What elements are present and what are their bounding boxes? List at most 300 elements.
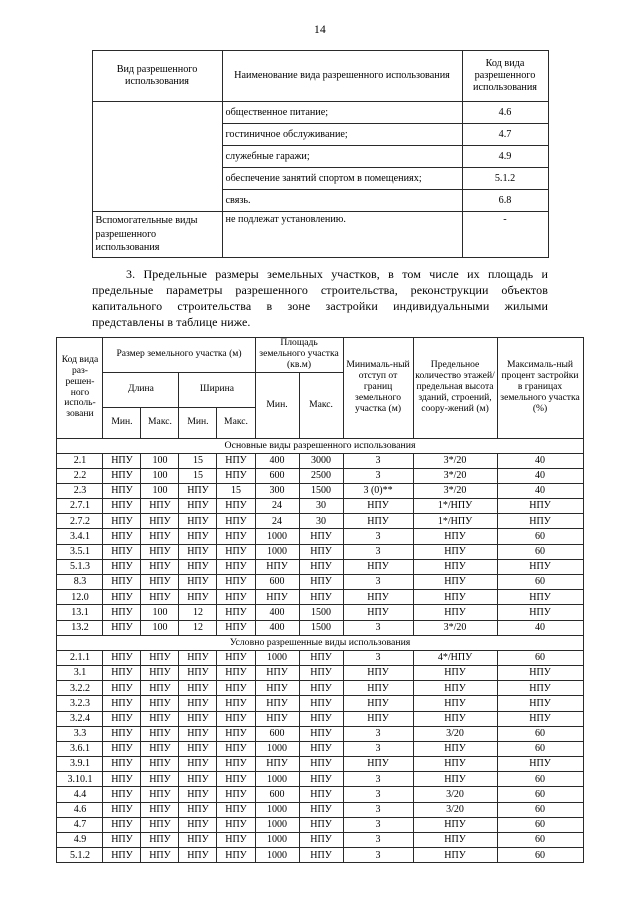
cell-area-min: 1000	[255, 848, 299, 863]
cell-setback: НПУ	[343, 514, 413, 529]
section-title: Условно разрешенные виды использования	[57, 635, 583, 650]
cell-code: 3.3	[57, 726, 103, 741]
cell-area-min: 300	[255, 483, 299, 498]
cell-area-min: 1000	[255, 772, 299, 787]
cell-coverage: НПУ	[497, 696, 583, 711]
cell-wid-max: НПУ	[217, 833, 255, 848]
cell-code: 3.9.1	[57, 757, 103, 772]
cell-wid-max: НПУ	[217, 787, 255, 802]
cell-code: 3.2.4	[57, 711, 103, 726]
cell-len-max: НПУ	[141, 726, 179, 741]
cell-area-max: НПУ	[299, 696, 343, 711]
cell-setback: 3	[343, 544, 413, 559]
cell-coverage: 60	[497, 802, 583, 817]
cell-wid-min: НПУ	[179, 681, 217, 696]
cell-setback: 3	[343, 741, 413, 756]
cell-floors: НПУ	[413, 741, 497, 756]
cell-wid-min: НПУ	[179, 817, 217, 832]
cell-len-min: НПУ	[103, 817, 141, 832]
cell-len-max: НПУ	[141, 575, 179, 590]
table-row	[57, 757, 583, 772]
permitted-uses-table	[92, 50, 549, 258]
cell-floors: 3/20	[413, 726, 497, 741]
table-row	[57, 514, 583, 529]
cell-setback: 3	[343, 802, 413, 817]
cell-wid-max: НПУ	[217, 848, 255, 863]
cell-code: 3.2.2	[57, 681, 103, 696]
cell-name: обеспечение занятий спортом в помещениях;	[222, 168, 462, 190]
cell-area-min: 400	[255, 620, 299, 635]
cell-coverage: НПУ	[497, 499, 583, 514]
cell-len-min: НПУ	[103, 605, 141, 620]
cell-wid-min: НПУ	[179, 802, 217, 817]
cell-wid-min: НПУ	[179, 559, 217, 574]
cell-coverage: НПУ	[497, 605, 583, 620]
table-row	[57, 848, 583, 863]
cell-wid-min: НПУ	[179, 757, 217, 772]
cell-wid-max: НПУ	[217, 514, 255, 529]
cell-coverage: 60	[497, 772, 583, 787]
cell-setback: 3	[343, 650, 413, 665]
cell-floors: 3*/20	[413, 468, 497, 483]
table-row	[57, 453, 583, 468]
cell-floors: 4*/НПУ	[413, 650, 497, 665]
cell-wid-max: НПУ	[217, 590, 255, 605]
cell-wid-max: НПУ	[217, 711, 255, 726]
header-length-min: Мин.	[103, 407, 141, 438]
cell-area-min: 1000	[255, 650, 299, 665]
cell-wid-max: НПУ	[217, 681, 255, 696]
cell-len-max: 100	[141, 483, 179, 498]
cell-wid-min: НПУ	[179, 650, 217, 665]
cell-coverage: 40	[497, 453, 583, 468]
cell-area-max: 2500	[299, 468, 343, 483]
cell-wid-max: НПУ	[217, 529, 255, 544]
cell-coverage: НПУ	[497, 757, 583, 772]
cell-setback: НПУ	[343, 696, 413, 711]
cell-area-max: НПУ	[299, 544, 343, 559]
header-width-min: Мин.	[179, 407, 217, 438]
cell-area-max: НПУ	[299, 650, 343, 665]
cell-floors: НПУ	[413, 848, 497, 863]
cell-wid-max: НПУ	[217, 499, 255, 514]
table-row	[57, 483, 583, 498]
cell-area-max: НПУ	[299, 665, 343, 680]
table-row	[57, 559, 583, 574]
table-row	[57, 650, 583, 665]
params-header-row-1	[57, 337, 583, 372]
table-row	[57, 620, 583, 635]
cell-coverage: НПУ	[497, 711, 583, 726]
cell-kind-auxiliary: Вспомогательные виды разрешенного использования	[92, 212, 222, 258]
cell-floors: 1*/НПУ	[413, 499, 497, 514]
cell-len-max: НПУ	[141, 711, 179, 726]
cell-code: 2.7.2	[57, 514, 103, 529]
cell-coverage: НПУ	[497, 665, 583, 680]
cell-wid-max: НПУ	[217, 696, 255, 711]
cell-wid-max: НПУ	[217, 665, 255, 680]
cell-len-min: НПУ	[103, 529, 141, 544]
cell-code: 3.4.1	[57, 529, 103, 544]
cell-area-min: 24	[255, 499, 299, 514]
cell-code: 13.2	[57, 620, 103, 635]
cell-floors: НПУ	[413, 605, 497, 620]
table-row	[57, 833, 583, 848]
header-length: Длина	[103, 372, 179, 407]
cell-len-min: НПУ	[103, 483, 141, 498]
cell-area-max: 1500	[299, 620, 343, 635]
cell-wid-max: НПУ	[217, 817, 255, 832]
limit-parameters-table	[56, 337, 583, 864]
cell-setback: 3	[343, 833, 413, 848]
cell-wid-min: НПУ	[179, 772, 217, 787]
header-length-max: Макс.	[141, 407, 179, 438]
cell-name: гостиничное обслуживание;	[222, 124, 462, 146]
cell-area-min: НПУ	[255, 711, 299, 726]
cell-wid-min: НПУ	[179, 665, 217, 680]
cell-area-max: 3000	[299, 453, 343, 468]
cell-code: 4.6	[57, 802, 103, 817]
cell-wid-max: НПУ	[217, 650, 255, 665]
cell-len-max: НПУ	[141, 514, 179, 529]
header-area-min: Мин.	[255, 372, 299, 438]
cell-wid-min: НПУ	[179, 787, 217, 802]
table-row	[57, 681, 583, 696]
cell-area-max: НПУ	[299, 757, 343, 772]
cell-code: 2.1	[57, 453, 103, 468]
cell-coverage: 60	[497, 575, 583, 590]
cell-code: 3.10.1	[57, 772, 103, 787]
table-row	[57, 772, 583, 787]
cell-code: 2.3	[57, 483, 103, 498]
cell-len-min: НПУ	[103, 696, 141, 711]
cell-len-min: НПУ	[103, 802, 141, 817]
cell-coverage: 60	[497, 833, 583, 848]
cell-setback: 3	[343, 726, 413, 741]
cell-coverage: 40	[497, 483, 583, 498]
cell-area-min: НПУ	[255, 665, 299, 680]
header-setback: Минималь-ный отступ от границ земельного участка (м)	[343, 337, 413, 438]
cell-len-max: НПУ	[141, 772, 179, 787]
cell-setback: НПУ	[343, 605, 413, 620]
cell-floors: НПУ	[413, 575, 497, 590]
cell-area-min: 400	[255, 453, 299, 468]
cell-code: 4.4	[57, 787, 103, 802]
cell-len-min: НПУ	[103, 590, 141, 605]
cell-name: связь.	[222, 190, 462, 212]
cell-len-min: НПУ	[103, 453, 141, 468]
cell-len-min: НПУ	[103, 544, 141, 559]
cell-area-min: 600	[255, 575, 299, 590]
cell-wid-max: НПУ	[217, 468, 255, 483]
cell-len-min: НПУ	[103, 787, 141, 802]
cell-wid-max: НПУ	[217, 802, 255, 817]
cell-wid-min: НПУ	[179, 483, 217, 498]
cell-setback: 3	[343, 468, 413, 483]
cell-wid-max: НПУ	[217, 757, 255, 772]
cell-wid-max: 15	[217, 483, 255, 498]
cell-len-max: НПУ	[141, 590, 179, 605]
cell-area-max: НПУ	[299, 802, 343, 817]
cell-coverage: 60	[497, 741, 583, 756]
cell-code: 5.1.3	[57, 559, 103, 574]
table-row	[57, 590, 583, 605]
cell-wid-min: 12	[179, 620, 217, 635]
cell-len-max: НПУ	[141, 696, 179, 711]
cell-code: 3.1	[57, 665, 103, 680]
table-row	[92, 102, 548, 124]
cell-wid-min: 12	[179, 605, 217, 620]
cell-code: 4.7	[57, 817, 103, 832]
cell-floors: НПУ	[413, 833, 497, 848]
cell-area-max: НПУ	[299, 590, 343, 605]
cell-coverage: 60	[497, 848, 583, 863]
cell-wid-max: НПУ	[217, 544, 255, 559]
cell-len-max: 100	[141, 605, 179, 620]
cell-len-max: 100	[141, 453, 179, 468]
cell-floors: НПУ	[413, 696, 497, 711]
cell-setback: НПУ	[343, 559, 413, 574]
cell-area-max: 1500	[299, 605, 343, 620]
cell-coverage: НПУ	[497, 681, 583, 696]
cell-area-max: 30	[299, 499, 343, 514]
cell-code: 2.2	[57, 468, 103, 483]
cell-wid-min: НПУ	[179, 544, 217, 559]
cell-len-max: НПУ	[141, 817, 179, 832]
cell-floors: НПУ	[413, 681, 497, 696]
cell-len-max: НПУ	[141, 544, 179, 559]
header-width-max: Макс.	[217, 407, 255, 438]
cell-code: 6.8	[462, 190, 548, 212]
table-row	[57, 802, 583, 817]
cell-floors: НПУ	[413, 544, 497, 559]
cell-len-min: НПУ	[103, 575, 141, 590]
header-code: Код вида раз-решен-ного исполь-зовани	[57, 337, 103, 438]
cell-coverage: 60	[497, 817, 583, 832]
cell-area-max: НПУ	[299, 848, 343, 863]
header-area-group: Площадь земельного участка (кв.м)	[255, 337, 343, 372]
cell-coverage: 60	[497, 529, 583, 544]
cell-setback: 3	[343, 529, 413, 544]
section-title: Основные виды разрешенного использования	[57, 438, 583, 453]
table-row	[57, 696, 583, 711]
cell-wid-max: НПУ	[217, 559, 255, 574]
cell-len-max: НПУ	[141, 757, 179, 772]
cell-area-max: НПУ	[299, 529, 343, 544]
page-number: 14	[314, 24, 326, 36]
cell-len-max: НПУ	[141, 681, 179, 696]
cell-coverage: 60	[497, 787, 583, 802]
cell-len-min: НПУ	[103, 681, 141, 696]
cell-area-max: НПУ	[299, 575, 343, 590]
cell-setback: 3	[343, 772, 413, 787]
cell-area-min: 1000	[255, 833, 299, 848]
cell-area-max: НПУ	[299, 711, 343, 726]
cell-wid-min: НПУ	[179, 575, 217, 590]
cell-wid-min: НПУ	[179, 848, 217, 863]
cell-area-min: 400	[255, 605, 299, 620]
cell-area-max: НПУ	[299, 681, 343, 696]
cell-len-min: НПУ	[103, 833, 141, 848]
cell-floors: 3*/20	[413, 620, 497, 635]
table-row	[57, 605, 583, 620]
cell-setback: 3	[343, 575, 413, 590]
cell-coverage: 40	[497, 468, 583, 483]
cell-code: 3.6.1	[57, 741, 103, 756]
cell-area-min: НПУ	[255, 757, 299, 772]
cell-code: 8.3	[57, 575, 103, 590]
cell-coverage: 40	[497, 620, 583, 635]
table-row	[57, 817, 583, 832]
cell-wid-min: НПУ	[179, 529, 217, 544]
cell-floors: 3/20	[413, 787, 497, 802]
cell-area-min: 600	[255, 726, 299, 741]
table-row	[57, 665, 583, 680]
cell-area-min: 1000	[255, 817, 299, 832]
cell-setback: НПУ	[343, 499, 413, 514]
cell-code: 4.6	[462, 102, 548, 124]
cell-setback: НПУ	[343, 711, 413, 726]
header-code: Код вида разрешенного использования	[462, 51, 548, 102]
cell-area-min: НПУ	[255, 681, 299, 696]
header-kind: Вид разрешенного использования	[92, 51, 222, 102]
cell-floors: 1*/НПУ	[413, 514, 497, 529]
cell-len-min: НПУ	[103, 772, 141, 787]
cell-code: 5.1.2	[462, 168, 548, 190]
cell-len-max: НПУ	[141, 848, 179, 863]
cell-code: 4.9	[57, 833, 103, 848]
cell-floors: НПУ	[413, 665, 497, 680]
cell-code: 3.5.1	[57, 544, 103, 559]
table-row	[57, 529, 583, 544]
cell-code: 3.2.3	[57, 696, 103, 711]
cell-coverage: 60	[497, 544, 583, 559]
cell-setback: 3 (0)**	[343, 483, 413, 498]
cell-len-max: НПУ	[141, 650, 179, 665]
cell-area-max: НПУ	[299, 741, 343, 756]
table-header-row	[92, 51, 548, 102]
cell-area-min: 24	[255, 514, 299, 529]
table-row	[57, 499, 583, 514]
header-width: Ширина	[179, 372, 255, 407]
cell-floors: 3*/20	[413, 453, 497, 468]
cell-area-max: 1500	[299, 483, 343, 498]
cell-area-max: НПУ	[299, 787, 343, 802]
cell-wid-min: НПУ	[179, 514, 217, 529]
table-row	[57, 787, 583, 802]
cell-len-max: НПУ	[141, 665, 179, 680]
header-size-group: Размер земельного участка (м)	[103, 337, 255, 372]
cell-setback: 3	[343, 620, 413, 635]
cell-coverage: 60	[497, 726, 583, 741]
cell-setback: НПУ	[343, 590, 413, 605]
cell-name: общественное питание;	[222, 102, 462, 124]
cell-wid-max: НПУ	[217, 605, 255, 620]
cell-wid-min: НПУ	[179, 696, 217, 711]
cell-wid-min: НПУ	[179, 711, 217, 726]
cell-len-max: НПУ	[141, 802, 179, 817]
cell-len-max: НПУ	[141, 499, 179, 514]
cell-code: 4.9	[462, 146, 548, 168]
cell-len-min: НПУ	[103, 665, 141, 680]
cell-wid-min: НПУ	[179, 499, 217, 514]
cell-name: служебные гаражи;	[222, 146, 462, 168]
cell-floors: НПУ	[413, 559, 497, 574]
cell-coverage: НПУ	[497, 590, 583, 605]
cell-floors: НПУ	[413, 711, 497, 726]
cell-area-max: НПУ	[299, 726, 343, 741]
cell-wid-min: НПУ	[179, 833, 217, 848]
cell-code: 5.1.2	[57, 848, 103, 863]
cell-area-max: НПУ	[299, 772, 343, 787]
cell-wid-max: НПУ	[217, 741, 255, 756]
paragraph-3: 3. Предельные размеры земельных участков, в том числе их площадь и предельные параметры разрешенного строительства, реконструкции объектов капитального строительства в зоне застройки индивидуальными жилыми представлены в таблице ниже.	[92, 266, 548, 329]
cell-len-max: 100	[141, 620, 179, 635]
cell-area-min: НПУ	[255, 696, 299, 711]
cell-floors: НПУ	[413, 817, 497, 832]
cell-area-min: 1000	[255, 802, 299, 817]
cell-floors: НПУ	[413, 529, 497, 544]
cell-kind-blank	[92, 102, 222, 212]
cell-len-max: НПУ	[141, 787, 179, 802]
cell-code: -	[462, 212, 548, 258]
cell-name: не подлежат установлению.	[222, 212, 462, 258]
cell-wid-max: НПУ	[217, 726, 255, 741]
cell-len-max: 100	[141, 468, 179, 483]
cell-setback: 3	[343, 453, 413, 468]
cell-setback: 3	[343, 787, 413, 802]
cell-wid-min: 15	[179, 453, 217, 468]
cell-len-max: НПУ	[141, 559, 179, 574]
cell-wid-min: НПУ	[179, 741, 217, 756]
cell-setback: НПУ	[343, 681, 413, 696]
cell-wid-min: НПУ	[179, 726, 217, 741]
header-area-max: Макс.	[299, 372, 343, 438]
cell-coverage: НПУ	[497, 514, 583, 529]
cell-len-min: НПУ	[103, 514, 141, 529]
cell-len-min: НПУ	[103, 468, 141, 483]
cell-setback: НПУ	[343, 665, 413, 680]
cell-area-min: 1000	[255, 544, 299, 559]
cell-len-min: НПУ	[103, 499, 141, 514]
cell-wid-min: НПУ	[179, 590, 217, 605]
cell-code: 12.0	[57, 590, 103, 605]
cell-len-min: НПУ	[103, 741, 141, 756]
cell-coverage: НПУ	[497, 559, 583, 574]
table-row	[57, 544, 583, 559]
cell-floors: 3/20	[413, 802, 497, 817]
cell-coverage: 60	[497, 650, 583, 665]
cell-code: 2.1.1	[57, 650, 103, 665]
cell-floors: НПУ	[413, 772, 497, 787]
cell-floors: НПУ	[413, 757, 497, 772]
cell-len-min: НПУ	[103, 726, 141, 741]
cell-code: 4.7	[462, 124, 548, 146]
table-row	[57, 711, 583, 726]
cell-area-min: 1000	[255, 529, 299, 544]
cell-floors: НПУ	[413, 590, 497, 605]
header-floors: Предельное количество этажей/ предельная высота зданий, строений, соору-жений (м)	[413, 337, 497, 438]
cell-wid-max: НПУ	[217, 575, 255, 590]
section-header-row	[57, 635, 583, 650]
cell-len-min: НПУ	[103, 757, 141, 772]
header-coverage: Максималь-ный процент застройки в границах земельного участка (%)	[497, 337, 583, 438]
cell-area-min: НПУ	[255, 590, 299, 605]
cell-len-min: НПУ	[103, 848, 141, 863]
cell-len-min: НПУ	[103, 559, 141, 574]
cell-area-max: НПУ	[299, 559, 343, 574]
cell-code: 2.7.1	[57, 499, 103, 514]
